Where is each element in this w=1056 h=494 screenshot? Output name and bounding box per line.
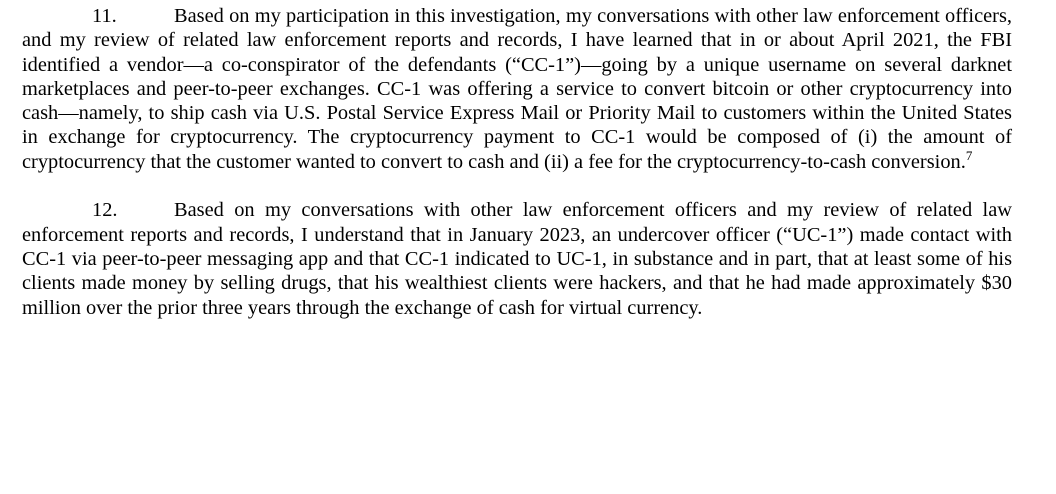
paragraph-12 (22, 198, 1012, 319)
document-page (22, 4, 1012, 320)
paragraph-number: 12. (92, 199, 118, 222)
paragraph-number: 11. (92, 5, 117, 27)
paragraph-text: Based on my participation in this investigation, my conversations with other law enforcement officers, and my review of related law enforcement reports and records, I have learned that in or about April 2021, the FBI identified a vendor—a co-conspirator of the defendants (“CC-1”)—going by a unique username on several darknet marketplaces and peer-to-peer exchanges. CC-1 was offering a service to convert bitcoin or other cryptocurrency into cash—namely, to ship cash via U.S. Postal Service Express Mail or Priority Mail to customers within the United States in exchange for cryptocurrency. The cryptocurrency payment to CC-1 would be composed of (i) the amount of cryptocurrency that the customer wanted to convert to cash and (ii) a fee for the cryptocurrency-to-cash conversion. (22, 5, 1012, 173)
paragraph-11 (22, 4, 1012, 174)
paragraph-text: Based on my conversations with other law enforcement officers and my review of related law enforcement reports and records, I understand that in January 2023, an undercover officer (“UC-1”) made contact with CC-1 via peer-to-peer messaging app and that CC-1 indicated to UC-1, in substance and in part, that at least some of his clients made money by selling drugs, that his wealthiest clients were hackers, and that he had made approximately $30 million over the prior three years through the exchange of cash for virtual currency. (22, 199, 1012, 319)
footnote-reference[interactable]: 7 (965, 147, 973, 163)
